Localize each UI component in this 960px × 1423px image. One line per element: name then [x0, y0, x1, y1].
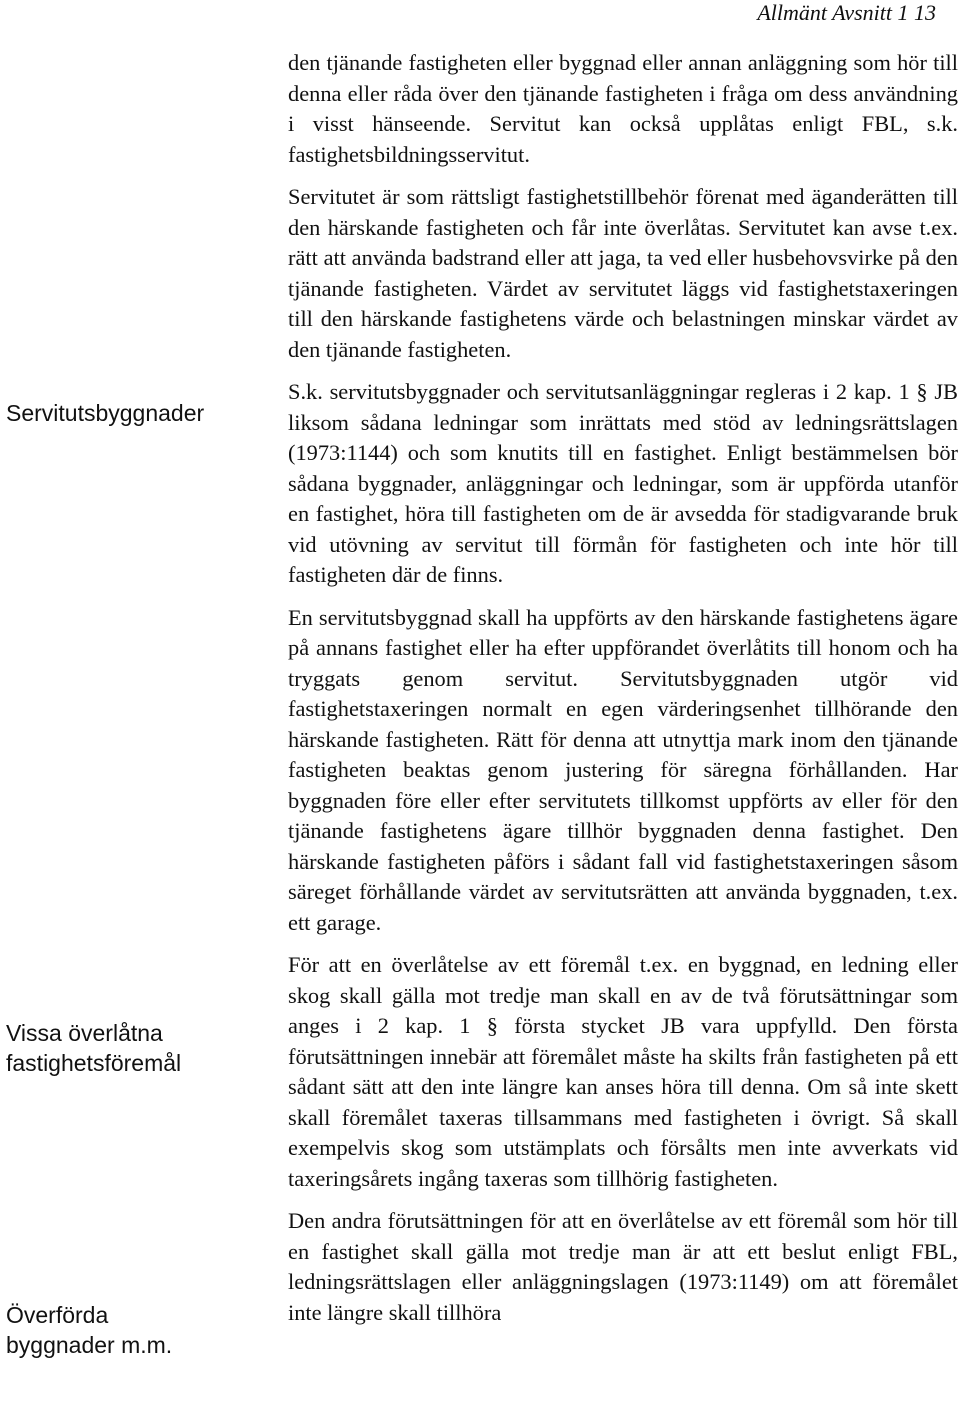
side-heading-overforda-byggnader: Överförda byggnader m.m. [6, 1302, 173, 1358]
running-title: Allmänt Avsnitt 1 [757, 0, 909, 25]
paragraph: En servitutsbyggnad skall ha uppförts av den härskande fastighetens ägare på annans fastighet eller ha efter uppförandet överlåtits till honom och ha tryggats genom servitut. Servitutsbyggnaden utgör vid fastighetstaxeringen normalt en egen värderingsenhet tillhörande den härskande fastigheten. Rätt för denna att utnyttja mark inom den tjänande fastigheten beaktas genom justering för säregna förhållanden. Har byggnaden före eller efter servitutets tillkomst uppförts av eller för den tjänande fastighetens ägare tillhör byggnaden denna fastighet. Den härskande fastigheten påförs i sådant fall vid fastighetstaxeringen såsom säreget förhållande värdet av servitutsrätten att använda byggnaden, t.ex. ett garage. [288, 604, 958, 935]
page-number: 13 [914, 0, 936, 25]
body-text [288, 48, 958, 1340]
paragraph: Servitutet är som rättsligt fastighetstillbehör förenat med äganderätten till den härskande fastigheten och får inte överlåtas. Servitutet kan avse t.ex. rätt att använda badstrand eller att jaga, ta ved eller husbehovsvirke på den tjänande fastigheten. Värdet av servitutet läggs vid fastighetstaxeringen till den härskande fastighetens värde och belastningen minskar värdet av den tjänande fastigheten. [288, 184, 958, 362]
paragraph: Den andra förutsättningen för att en överlåtelse av ett föremål som hör till en fastighet skall gälla mot tredje man är att ett beslut enligt FBL, ledningsrättslagen eller anläggningslagen (1973:1149) om att föremålet inte längre skall tillhöra [288, 1208, 958, 1325]
paragraph: S.k. servitutsbyggnader och servitutsanläggningar regleras i 2 kap. 1 § JB liksom sådana ledningar som inrättats med stöd av ledningsrättslagen (1973:1144) och som knutits till en fastighet. Enligt bestämmelsen bör sådana byggnader, anläggningar och ledningar, som är uppförda utanför en fastighet, höra till fastigheten om de är avsedda för stadigvarande bruk vid utövning av servitut till förmån för fastigheten och inte hör till fastigheten där de finns. [288, 379, 958, 587]
side-heading-vissa-overlatna: Vissa överlåtna fastighetsföremål [6, 1020, 182, 1076]
paragraph: den tjänande fastigheten eller byggnad eller annan anläggning som hör till denna eller råda över den tjänande fastigheten i fråga om dess användning i visst hänseende. Servitut kan också upplåtas enligt FBL, s.k. fastighetsbildningsservitut. [288, 50, 958, 167]
running-header [757, 0, 936, 30]
side-heading-servitutsbyggnader: Servitutsbyggnader [6, 400, 205, 426]
paragraph: För att en överlåtelse av ett föremål t.ex. en byggnad, en ledning eller skog skall gälla mot tredje man skall en av de två förutsättningar som anges i 2 kap. 1 § första stycket JB vara uppfylld. Den första förutsättningen innebär att föremålet måste ha skilts från fastigheten på ett sådant sätt att den inte längre kan anses höra till denna. Om så inte skett skall föremålet taxeras tillsammans med fastigheten i övrigt. Så skall exempelvis skog som utstämplats och försålts men inte avverkats vid taxeringsårets ingång taxeras som tillhörig fastigheten. [288, 952, 958, 1191]
